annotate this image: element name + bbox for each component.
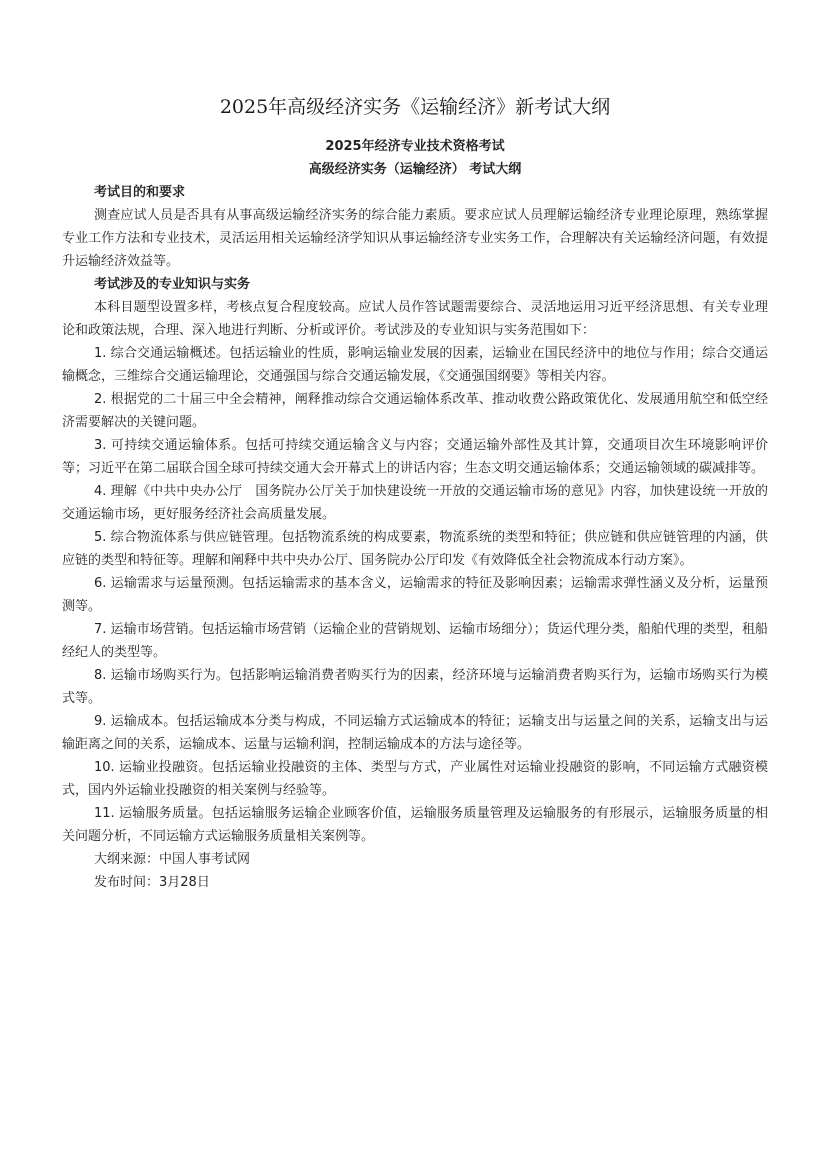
section-heading-purpose: 考试目的和要求 [94,185,186,200]
syllabus-item: 2. 根据党的二十届三中全会精神，阐释推动综合交通运输体系改革、推动收费公路政策优化、发展通用航空和低空经济需要解决的关键问题。 [62,392,768,430]
section-body-purpose: 测查应试人员是否具有从事高级运输经济实务的综合能力素质。要求应试人员理解运输经济专业理论原理，熟练掌握专业工作方法和专业技术，灵活运用相关运输经济学知识从事运输经济专业实务工作，合理解决有关运输经济问题，有效提升运输经济效益等。 [62,208,768,269]
syllabus-item: 10. 运输业投融资。包括运输业投融资的主体、类型与方式，产业属性对运输业投融资的影响，不同运输方式融资模式，国内外运输业投融资的相关案例与经验等。 [62,760,768,798]
syllabus-item: 3. 可持续交通运输体系。包括可持续交通运输含义与内容；交通运输外部性及其计算，交通项目次生环境影响评价等；习近平在第二届联合国全球可持续交通大会开幕式上的讲话内容；生态文明交通运输体系；交通运输领域的碳减排等。 [62,438,768,476]
page-title: 2025年高级经济实务《运输经济》新考试大纲 [219,96,611,118]
syllabus-subtitle: 高级经济实务（运输经济） 考试大纲 [308,162,522,177]
section-heading-knowledge: 考试涉及的专业知识与实务 [94,277,251,292]
section-intro-knowledge: 本科目题型设置多样，考核点复合程度较高。应试人员作答试题需要综合、灵活地运用习近平经济思想、有关专业理论和政策法规，合理、深入地进行判断、分析或评价。考试涉及的专业知识与实务范围如下： [62,300,768,338]
syllabus-item: 8. 运输市场购买行为。包括影响运输消费者购买行为的因素，经济环境与运输消费者购买行为，运输市场购买行为模式等。 [62,668,768,706]
syllabus-item-list [62,342,768,848]
syllabus-item: 9. 运输成本。包括运输成本分类与构成，不同运输方式运输成本的特征；运输支出与运量之间的关系，运输支出与运输距离之间的关系，运输成本、运量与运输利润，控制运输成本的方法与途径等。 [62,714,768,752]
syllabus-item: 4. 理解《中共中央办公厅 国务院办公厅关于加快建设统一开放的交通运输市场的意见》内容，加快建设统一开放的交通运输市场，更好服务经济社会高质量发展。 [62,484,768,522]
source-line: 大纲来源：中国人事考试网 [94,852,251,867]
syllabus-item: 11. 运输服务质量。包括运输服务运输企业顾客价值，运输服务质量管理及运输服务的有形展示，运输服务质量的相关问题分析，不同运输方式运输服务质量相关案例等。 [62,806,768,844]
syllabus-item: 7. 运输市场营销。包括运输市场营销（运输企业的营销规划、运输市场细分）；货运代理分类，船舶代理的类型，租船经纪人的类型等。 [62,622,768,660]
publish-date: 发布时间：3月28日 [94,875,210,890]
syllabus-item: 5. 综合物流体系与供应链管理。包括物流系统的构成要素，物流系统的类型和特征；供应链和供应链管理的内涵，供应链的类型和特征等。理解和阐释中共中央办公厅、国务院办公厅印发《有效降低全社会物流成本行动方案》。 [62,530,768,568]
syllabus-item: 1. 综合交通运输概述。包括运输业的性质，影响运输业发展的因素，运输业在国民经济中的地位与作用；综合交通运输概念，三维综合交通运输理论，交通强国与综合交通运输发展，《交通强国纲要》等相关内容。 [62,346,768,384]
syllabus-item: 6. 运输需求与运量预测。包括运输需求的基本含义，运输需求的特征及影响因素；运输需求弹性涵义及分析，运量预测等。 [62,576,768,614]
exam-subtitle: 2025年经济专业技术资格考试 [325,139,505,154]
